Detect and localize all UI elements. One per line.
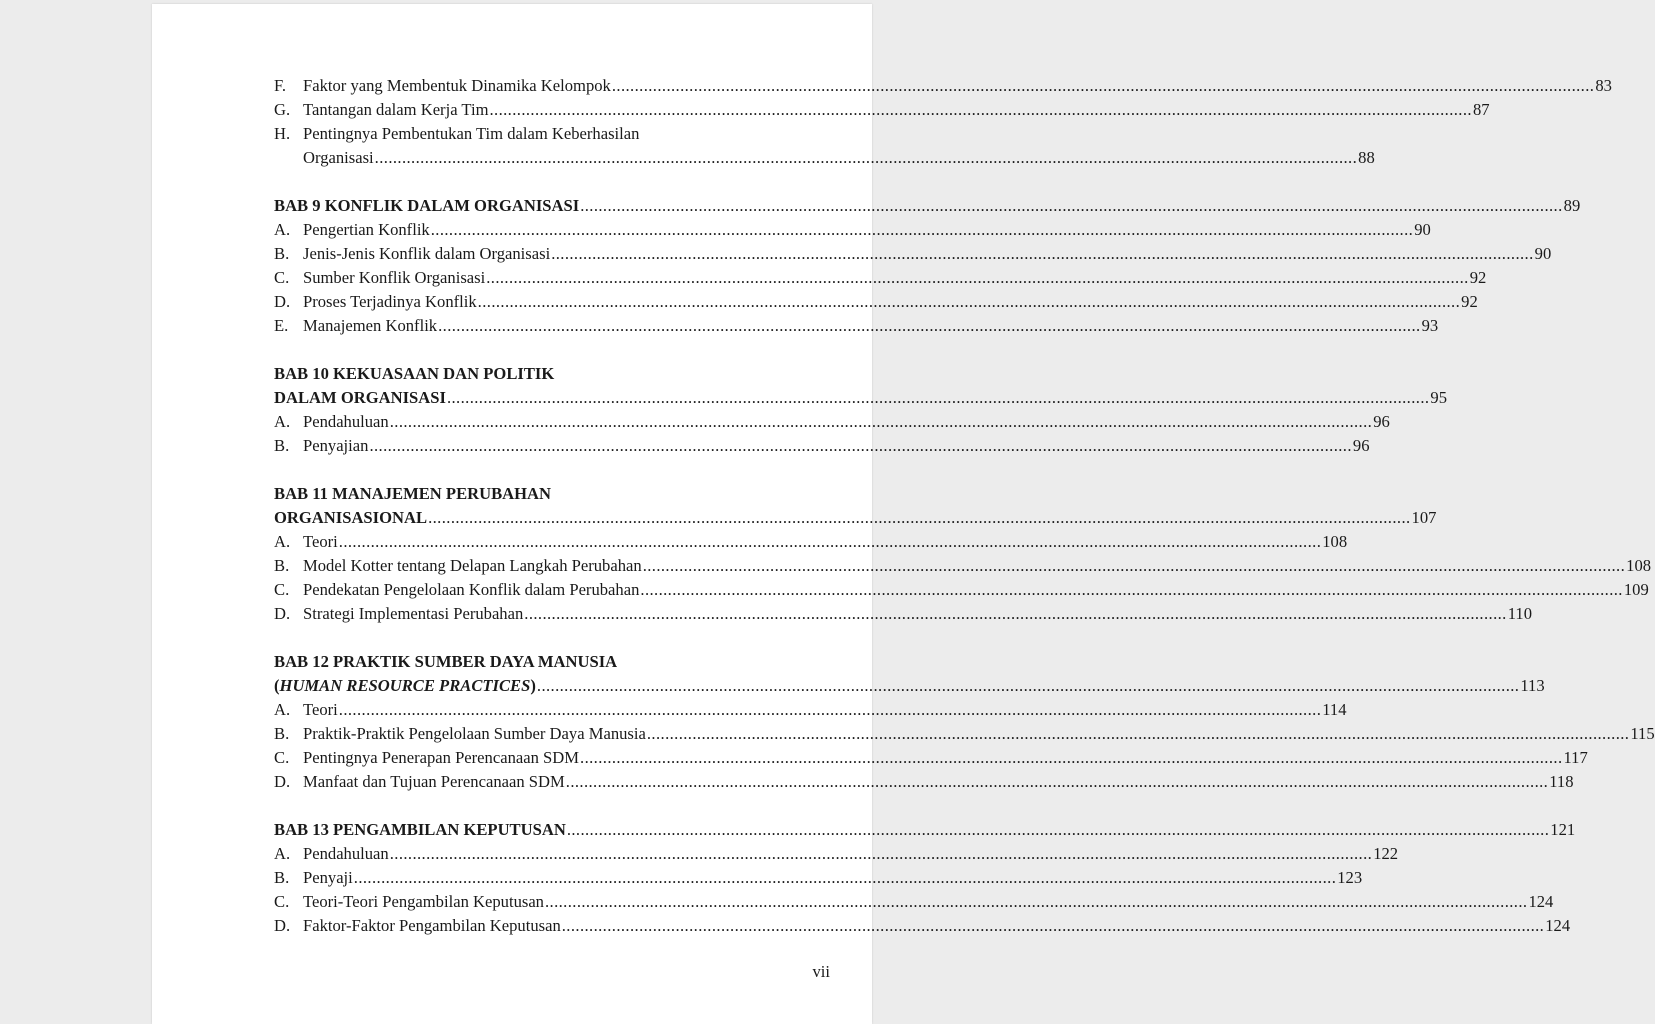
- entry-page: 108: [1626, 556, 1652, 575]
- chapter-title: BAB 10 KEKUASAAN DAN POLITIK: [274, 364, 555, 383]
- leader-dots: [438, 314, 1420, 338]
- leader-dots: [486, 266, 1468, 290]
- entry-letter: C.: [274, 580, 290, 599]
- entry-letter: C.: [274, 748, 290, 767]
- toc-entry: [274, 602, 1533, 626]
- leader-dots: [567, 818, 1549, 842]
- entry-page: 124: [1528, 892, 1554, 911]
- chapter-page: 107: [1411, 508, 1437, 527]
- chapter-page: 113: [1520, 676, 1545, 695]
- chapter-title: BAB 9 KONFLIK DALAM ORGANISASI: [274, 196, 580, 215]
- entry-letter: A.: [274, 220, 291, 239]
- leader-dots: [580, 746, 1562, 770]
- entry-letter: D.: [274, 292, 291, 311]
- entry-page: 87: [1472, 100, 1490, 119]
- entry-page: 88: [1358, 148, 1375, 167]
- entry-title: Manajemen Konflik: [303, 316, 438, 335]
- leader-dots: [537, 674, 1519, 698]
- entry-title: Sumber Konflik Organisasi: [303, 268, 486, 287]
- chapter-heading: [274, 650, 784, 674]
- leader-dots: [612, 74, 1594, 98]
- leader-dots: [478, 290, 1460, 314]
- chapter-page: 95: [1430, 388, 1448, 407]
- toc-entry: [274, 578, 1649, 602]
- chapter-heading: [274, 818, 1576, 842]
- entry-page: 118: [1549, 772, 1574, 791]
- leader-dots: [562, 914, 1544, 938]
- entry-title: Faktor-Faktor Pengambilan Keputusan: [303, 916, 561, 935]
- entry-title: Faktor yang Membentuk Dinamika Kelompok: [303, 76, 611, 95]
- chapter-page: 121: [1550, 820, 1576, 839]
- table-of-contents: [274, 74, 1655, 938]
- entry-letter: D.: [274, 604, 291, 623]
- chapter-title: DALAM ORGANISASI: [274, 388, 446, 407]
- leader-dots: [431, 218, 1413, 242]
- chapter-title: BAB 13 PENGAMBILAN KEPUTUSAN: [274, 820, 566, 839]
- entry-page: 117: [1563, 748, 1588, 767]
- toc-entry: [274, 890, 1554, 914]
- leader-dots: [339, 530, 1321, 554]
- leader-dots: [354, 866, 1336, 890]
- entry-title: Jenis-Jenis Konflik dalam Organisasi: [303, 244, 551, 263]
- entry-title: Praktik-Praktik Pengelolaan Sumber Daya Manusia: [303, 724, 646, 743]
- chapter-title: BAB 11 MANAJEMEN PERUBAHAN: [274, 484, 552, 503]
- page-folio: vii: [812, 962, 830, 981]
- entry-page: 110: [1507, 604, 1533, 623]
- entry-letter: E.: [274, 316, 289, 335]
- entry-page: 96: [1352, 436, 1370, 455]
- toc-entry: [274, 266, 1487, 290]
- entry-title: Model Kotter tentang Delapan Langkah Perubahan: [303, 556, 642, 575]
- entry-page: 108: [1322, 532, 1348, 551]
- chapter-page: 89: [1563, 196, 1581, 215]
- entry-letter: A.: [274, 700, 291, 719]
- leader-dots: [428, 506, 1410, 530]
- entry-title: Tantangan dalam Kerja Tim: [303, 100, 489, 119]
- entry-page: 92: [1469, 268, 1487, 287]
- entry-letter: B.: [274, 724, 290, 743]
- entry-title: Pendahuluan: [303, 844, 389, 863]
- entry-page: 83: [1595, 76, 1612, 95]
- toc-entry: [274, 842, 1399, 866]
- entry-letter: C.: [274, 268, 290, 287]
- chapter-heading: [274, 194, 1581, 218]
- chapter-title: ORGANISASIONAL: [274, 508, 428, 527]
- toc-entry-continuation: [274, 146, 1375, 170]
- entry-title: Pendahuluan: [303, 412, 389, 431]
- chapter-heading-continuation: [274, 674, 1545, 698]
- entry-page: 109: [1623, 580, 1649, 599]
- chapter-heading-continuation: [274, 506, 1437, 530]
- entry-letter: A.: [274, 844, 291, 863]
- toc-entry: [274, 314, 1439, 338]
- entry-letter: A.: [274, 412, 291, 431]
- toc-entry: [274, 866, 1363, 890]
- toc-entry: [274, 434, 1370, 458]
- entry-page: 96: [1373, 412, 1390, 431]
- leader-dots: [524, 602, 1506, 626]
- leader-dots: [390, 410, 1372, 434]
- entry-title: Strategi Implementasi Perubahan: [303, 604, 524, 623]
- toc-entry: [274, 554, 1652, 578]
- entry-title: Pendekatan Pengelolaan Konflik dalam Perubahan: [303, 580, 640, 599]
- chapter-title: BAB 12 PRAKTIK SUMBER DAYA MANUSIA: [274, 652, 618, 671]
- toc-entry: [274, 530, 1348, 554]
- toc-entry: [274, 698, 1347, 722]
- leader-dots: [647, 722, 1629, 746]
- leader-dots: [551, 242, 1533, 266]
- chapter-heading: [274, 482, 784, 506]
- entry-letter: D.: [274, 772, 291, 791]
- entry-letter: B.: [274, 556, 290, 575]
- entry-page: 123: [1337, 868, 1363, 887]
- leader-dots: [566, 770, 1548, 794]
- entry-letter: G.: [274, 100, 291, 119]
- leader-dots: [369, 434, 1351, 458]
- leader-dots: [447, 386, 1429, 410]
- leader-dots: [640, 578, 1622, 602]
- entry-page: 124: [1545, 916, 1571, 935]
- entry-letter: D.: [274, 916, 291, 935]
- toc-entry: [274, 122, 784, 146]
- entry-letter: B.: [274, 868, 290, 887]
- chapter-title: (HUMAN RESOURCE PRACTICES): [274, 676, 536, 695]
- entry-page: 93: [1421, 316, 1439, 335]
- toc-entry: [274, 746, 1588, 770]
- toc-entry: [274, 410, 1390, 434]
- chapter-heading: [274, 362, 784, 386]
- entry-letter: H.: [274, 124, 291, 143]
- leader-dots: [339, 698, 1321, 722]
- entry-letter: A.: [274, 532, 291, 551]
- entry-page: 115: [1630, 724, 1655, 743]
- entry-title: Pengertian Konflik: [303, 220, 430, 239]
- entry-letter: B.: [274, 244, 290, 263]
- entry-title: Penyaji: [303, 868, 353, 887]
- entry-title: Teori-Teori Pengambilan Keputusan: [303, 892, 544, 911]
- toc-entry: [274, 770, 1574, 794]
- document-page: [152, 4, 1655, 1024]
- entry-title: Teori: [303, 700, 338, 719]
- entry-letter: F.: [274, 76, 287, 95]
- entry-letter: B.: [274, 436, 290, 455]
- entry-letter: C.: [274, 892, 290, 911]
- entry-page: 92: [1461, 292, 1478, 311]
- leader-dots: [580, 194, 1562, 218]
- entry-title: Organisasi: [303, 148, 374, 167]
- leader-dots: [375, 146, 1357, 170]
- toc-entry: [274, 242, 1552, 266]
- entry-title: Pentingnya Pembentukan Tim dalam Keberhasilan: [303, 124, 640, 143]
- entry-title: Teori: [303, 532, 338, 551]
- leader-dots: [643, 554, 1625, 578]
- leader-dots: [545, 890, 1527, 914]
- entry-page: 114: [1322, 700, 1347, 719]
- toc-entry: [274, 74, 1612, 98]
- leader-dots: [390, 842, 1372, 866]
- entry-title: Pentingnya Penerapan Perencanaan SDM: [303, 748, 580, 767]
- toc-entry: [274, 98, 1490, 122]
- entry-page: 90: [1414, 220, 1431, 239]
- toc-entry: [274, 218, 1431, 242]
- entry-page: 90: [1534, 244, 1552, 263]
- entry-page: 122: [1373, 844, 1399, 863]
- entry-title: Penyajian: [303, 436, 369, 455]
- entry-title: Manfaat dan Tujuan Perencanaan SDM: [303, 772, 565, 791]
- chapter-heading-continuation: [274, 386, 1448, 410]
- entry-title: Proses Terjadinya Konflik: [303, 292, 477, 311]
- leader-dots: [489, 98, 1471, 122]
- toc-entry: [274, 914, 1571, 938]
- toc-entry: [274, 290, 1478, 314]
- toc-entry: [274, 722, 1655, 746]
